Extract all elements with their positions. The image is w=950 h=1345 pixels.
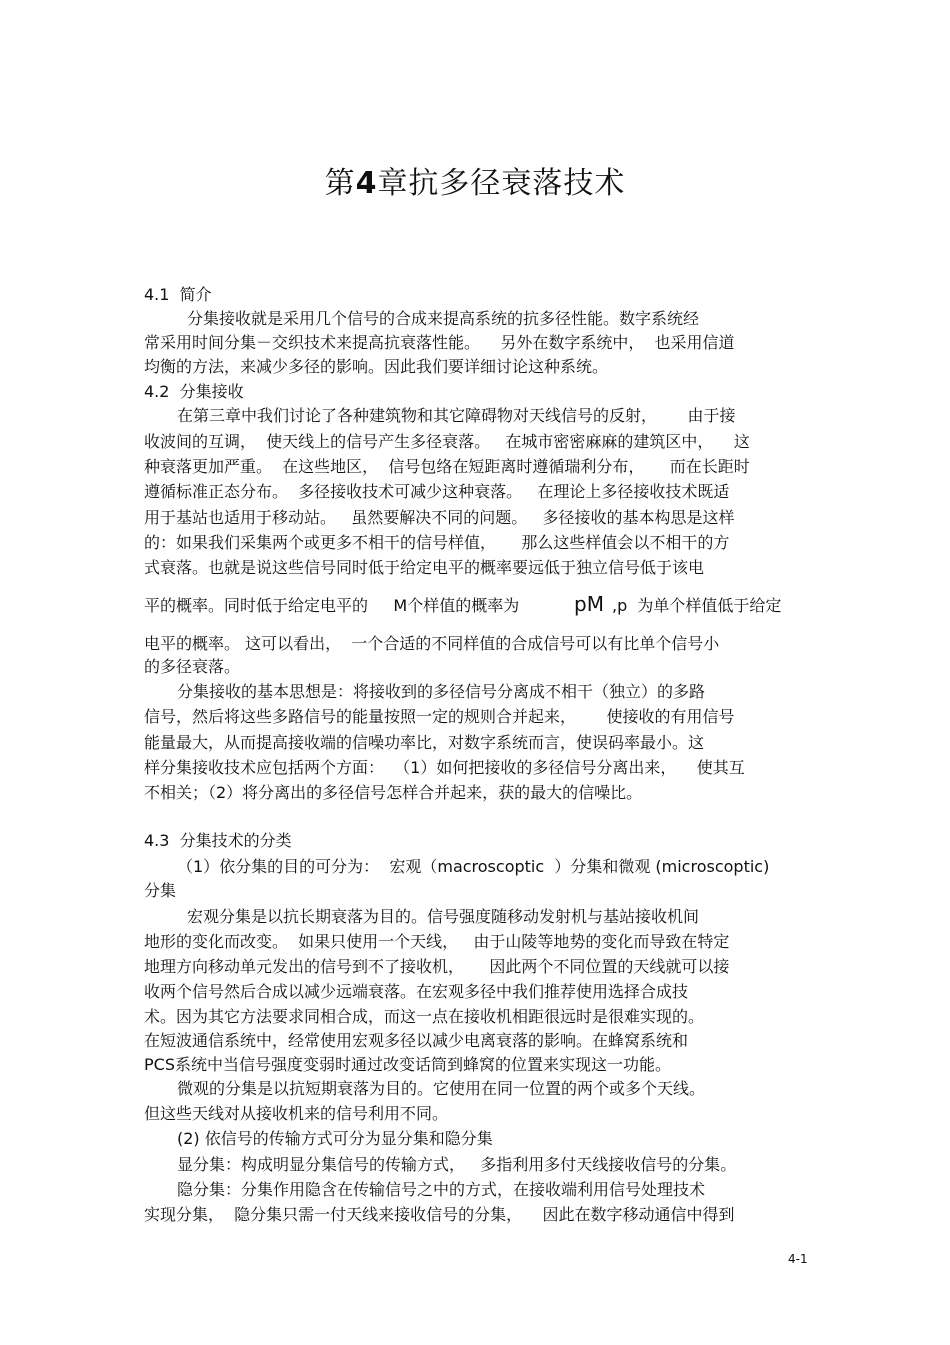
text-line: 式衰落。也就是说这些信号同时低于给定电平的概率要远低于独立信号低于该电 [144,558,705,577]
page-number: 4-1 [788,1252,808,1266]
section-heading: 4.2 分集接收 [144,382,244,401]
text-line: 的多径衰落。 [144,657,241,676]
text-line: 地理方向移动单元发出的信号到不了接收机， 因此两个不同位置的天线就可以接 [144,957,730,976]
text-line: 种衰落更加严重。 在这些地区， 信号包络在短距离时遵循瑞利分布， 而在长距时 [144,457,750,476]
section-heading: (2) 依信号的传输方式可分为显分集和隐分集 [177,1129,493,1148]
text-line: 遵循标准正态分布。 多径接收技术可减少这种衰落。 在理论上多径接收技术既适 [144,482,730,501]
text-line: 分集接收的基本思想是：将接收到的多径信号分离成不相干（独立）的多路 [177,682,706,701]
text-line: 信号，然后将这些多路信号的能量按照一定的规则合并起来， 使接收的有用信号 [144,707,735,726]
text-line: 均衡的方法，来减少多径的影响。因此我们要详细讨论这种系统。 [144,357,609,376]
text-line: 微观的分集是以抗短期衰落为目的。它使用在同一位置的两个或多个天线。 [177,1079,706,1098]
text-line: 地形的变化而改变。 如果只使用一个天线， 由于山陵等地势的变化而导致在特定 [144,932,730,951]
section-heading: 4.1 简介 [144,285,212,304]
text-line: 平的概率。同时低于给定电平的 M个样值的概率为 [144,596,520,615]
text-line: 的：如果我们采集两个或更多不相干的信号样值， 那么这些样值会以不相干的方 [144,533,730,552]
text-line: 实现分集， 隐分集只需一付天线来接收信号的分集， 因此在数字移动通信中得到 [144,1205,735,1224]
text-line: 隐分集：分集作用隐含在传输信号之中的方式，在接收端利用信号处理技术 [177,1180,706,1199]
text-line: 但这些天线对从接收机来的信号利用不同。 [144,1104,449,1123]
text-line: 样分集接收技术应包括两个方面： （1）如何把接收的多径信号分离出来， 使其互 [144,758,745,777]
text-line: 在短波通信系统中，经常使用宏观多径以减少电离衰落的影响。在蜂窝系统和 [144,1031,689,1050]
text-line: 显分集：构成明显分集信号的传输方式， 多指利用多付天线接收信号的分集。 [177,1155,737,1174]
section-heading: 4.3 分集技术的分类 [144,831,292,850]
text-line: 不相关；（2）将分离出的多径信号怎样合并起来，获的最大的信噪比。 [144,783,643,802]
text-line: 分集 [144,881,177,900]
text-line: 电平的概率。 这可以看出， 一个合适的不同样值的合成信号可以有比单个信号小 [144,634,720,653]
text-line: 宏观分集是以抗长期衰落为目的。信号强度随移动发射机与基站接收机间 [187,907,700,926]
text-line: PCS系统中当信号强度变弱时通过改变话筒到蜂窝的位置来实现这一功能。 [144,1055,671,1074]
chapter-title: 第4章抗多径衰落技术 [324,166,626,201]
text-line: 收波间的互调， 使天线上的信号产生多径衰落。 在城市密密麻麻的建筑区中， 这 [144,432,750,451]
text-line: ,p 为单个样值低于给定 [612,596,782,615]
text-line: 常采用时间分集－交织技术来提高抗衰落性能。 另外在数字系统中， 也采用信道 [144,333,735,352]
math-term: pM [574,592,604,616]
text-line: 能量最大，从而提高接收端的信噪功率比，对数字系统而言，使误码率最小。这 [144,733,705,752]
text-line: 术。因为其它方法要求同相合成，而这一点在接收机相距很远时是很难实现的。 [144,1007,705,1026]
text-line: （1）依分集的目的可分为： 宏观（macroscoptic ）分集和微观 (microscoptic) [177,857,770,876]
text-line: 在第三章中我们讨论了各种建筑物和其它障碍物对天线信号的反射， 由于接 [177,406,736,425]
text-line: 用于基站也适用于移动站。 虽然要解决不同的问题。 多径接收的基本构思是这样 [144,508,735,527]
text-line: 收两个信号然后合成以减少远端衰落。在宏观多径中我们推荐使用选择合成技 [144,982,689,1001]
text-line: 分集接收就是采用几个信号的合成来提高系统的抗多径性能。数字系统经 [187,309,700,328]
